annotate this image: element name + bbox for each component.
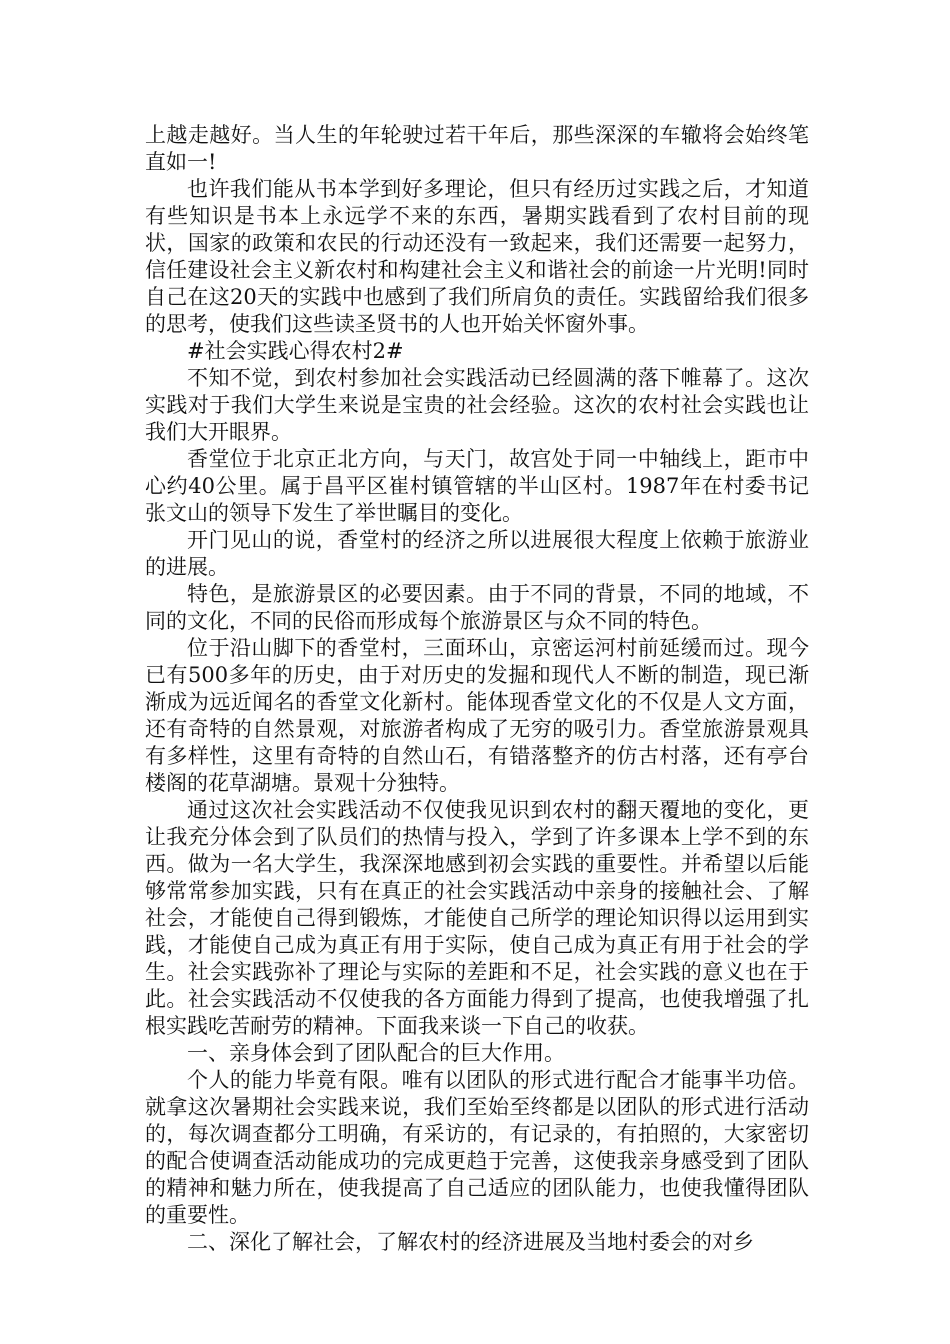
paragraph-9: 个人的能力毕竟有限。唯有以团队的形式进行配合才能事半功倍。就拿这次暑期社会实践来说，我们至始至终都是以团队的形式进行活动的，每次调查都分工明确，有采访的，有记录的，有拍照的，大家密切的配合使调查活动能成功的完成更趋于完善，这使我亲身感受到了团队的精神和魅力所在，使我提高了自己适应的团队能力，也使我懂得团队的重要性。 [145,1068,809,1227]
paragraph-1: 上越走越好。当人生的年轮驶过若干年后，那些深深的车辙将会始终笔直如一! [145,123,809,174]
paragraph-5: 开门见山的说，香堂村的经济之所以进展很大程度上依赖于旅游业的进展。 [145,528,809,579]
paragraph-7: 位于沿山脚下的香堂村，三面环山，京密运河村前延缓而过。现今已有500多年的历史，由于对历史的发掘和现代人不断的制造，现已渐渐成为远近闻名的香堂文化新村。能体现香堂文化的不仅是人文方面，还有奇特的自然景观，对旅游者构成了无穷的吸引力。香堂旅游景观具有多样性，这里有奇特的自然山石，有错落整齐的仿古村落，还有亭台楼阁的花草湖塘。景观十分独特。 [145,636,809,795]
subheading-1: 一、亲身体会到了团队配合的巨大作用。 [187,1041,565,1065]
document-page [145,122,809,1256]
paragraph-3: 不知不觉，到农村参加社会实践活动已经圆满的落下帷幕了。这次实践对于我们大学生来说是宝贵的社会经验。这次的农村社会实践也让我们大开眼界。 [145,366,809,444]
paragraph-4: 香堂位于北京正北方向，与天门，故宫处于同一中轴线上，距市中心约40公里。属于昌平区崔村镇管辖的半山区村。1987年在村委书记张文山的领导下发生了举世瞩目的变化。 [145,447,809,525]
section-heading: #社会实践心得农村2# [187,339,404,363]
paragraph-8: 通过这次社会实践活动不仅使我见识到农村的翻天覆地的变化，更让我充分体会到了队员们的热情与投入，学到了许多课本上学不到的东西。做为一名大学生，我深深地感到初会实践的重要性。并希望以后能够常常参加实践，只有在真正的社会实践活动中亲身的接触社会、了解社会，才能使自己得到锻炼，才能使自己所学的理论知识得以运用到实践，才能使自己成为真正有用于实际，使自己成为真正有用于社会的学生。社会实践弥补了理论与实际的差距和不足，社会实践的意义也在于此。社会实践活动不仅使我的各方面能力得到了提高，也使我增强了扎根实践吃苦耐劳的精神。下面我来谈一下自己的收获。 [145,798,809,1038]
subheading-2: 二、深化了解社会，了解农村的经济进展及当地村委会的对乡 [187,1230,754,1254]
paragraph-6: 特色，是旅游景区的必要因素。由于不同的背景，不同的地域，不同的文化，不同的民俗而形成每个旅游景区与众不同的特色。 [145,582,809,633]
paragraph-2: 也许我们能从书本学到好多理论，但只有经历过实践之后，才知道有些知识是书本上永远学不来的东西，暑期实践看到了农村目前的现状，国家的政策和农民的行动还没有一致起来，我们还需要一起努力，信任建设社会主义新农村和构建社会主义和谐社会的前途一片光明!同时自己在这20天的实践中也感到了我们所肩负的责任。实践留给我们很多的思考，使我们这些读圣贤书的人也开始关怀窗外事。 [145,177,809,336]
